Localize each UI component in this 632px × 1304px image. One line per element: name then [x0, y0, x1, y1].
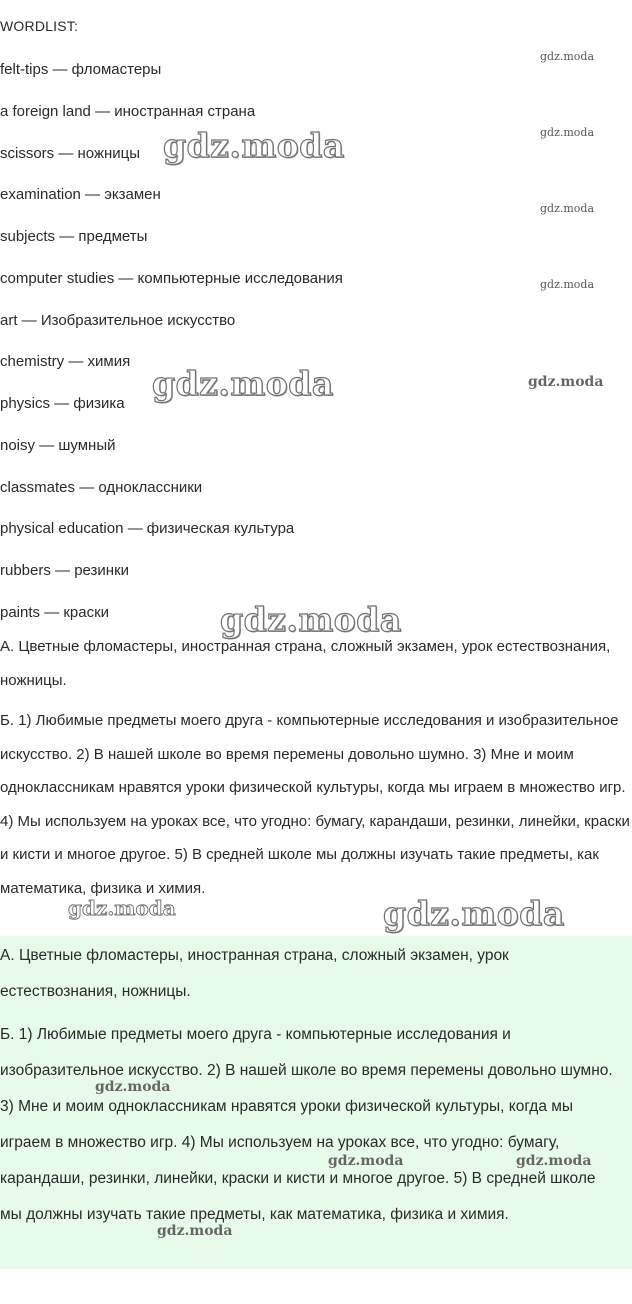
watermark: gdz.moda [220, 600, 402, 639]
watermark: gdz.moda [516, 1153, 592, 1169]
wordlist-item: subjects — предметы [0, 228, 148, 245]
highlighted-answer-b: Б. 1) Любимые предметы моего друга - компьютерные исследования и изобразительное искусство. 2) В нашей школе во время перемены довольно шумно. 3) Мне и моим одноклассникам нравятся уроки физической культуры, когда мы играем в множество игр. 4) Мы используем на уроках все, что угодно: бумагу, карандаши, резинки, линейки, краски и кисти и многое другое. 5) В средней школе мы должны изучать такие предметы, как математика, физика и химия. [0, 1026, 613, 1223]
watermark: gdz.moda [328, 1153, 404, 1169]
wordlist-item: paints — краски [0, 604, 110, 621]
wordlist-item: chemistry — химия [0, 353, 131, 370]
watermark: gdz.moda [163, 126, 345, 165]
watermark: gdz.moda [540, 202, 595, 215]
watermark: gdz.moda [540, 278, 595, 291]
watermark: gdz.moda [68, 896, 176, 920]
wordlist-item: examination — экзамен [0, 186, 161, 203]
answer-a: А. Цветные фломастеры, иностранная страна, сложный экзамен, урок естествознания, ножницы. [0, 638, 611, 689]
wordlist-item: rubbers — резинки [0, 562, 130, 579]
wordlist-item: art — Изобразительное искусство [0, 312, 236, 329]
wordlist-item: felt-tips — фломастеры [0, 61, 162, 78]
watermark: gdz.moda [95, 1079, 171, 1095]
wordlist-item: noisy — шумный [0, 437, 116, 454]
wordlist-item: physics — физика [0, 395, 125, 412]
watermark: gdz.moda [157, 1223, 233, 1239]
watermark: gdz.moda [383, 894, 565, 933]
wordlist-item: classmates — одноклассники [0, 479, 203, 496]
wordlist-item: a foreign land — иностранная страна [0, 103, 256, 120]
wordlist-item: physical education — физическая культура [0, 520, 295, 537]
wordlist-item: scissors — ножницы [0, 145, 141, 162]
watermark: gdz.moda [528, 374, 604, 390]
watermark: gdz.moda [540, 50, 595, 63]
highlighted-answer-a: А. Цветные фломастеры, иностранная страна, сложный экзамен, урок естествознания, ножницы. [0, 947, 509, 1000]
watermark: gdz.moda [152, 364, 334, 403]
answer-b: Б. 1) Любимые предметы моего друга - компьютерные исследования и изобразительное искусство. 2) В нашей школе во время перемены довольно шумно. 3) Мне и моим одноклассникам нравятся уроки физической культуры, когда мы играем в множество игр. 4) Мы используем на уроках все, что угодно: бумагу, карандаши, резинки, линейки, краски и кисти и многое другое. 5) В средней школе мы должны изучать такие предметы, как математика, физика и химия. [0, 712, 630, 897]
wordlist-heading: WORDLIST: [0, 18, 79, 34]
watermark: gdz.moda [540, 126, 595, 139]
wordlist-item: computer studies — компьютерные исследования [0, 270, 343, 287]
